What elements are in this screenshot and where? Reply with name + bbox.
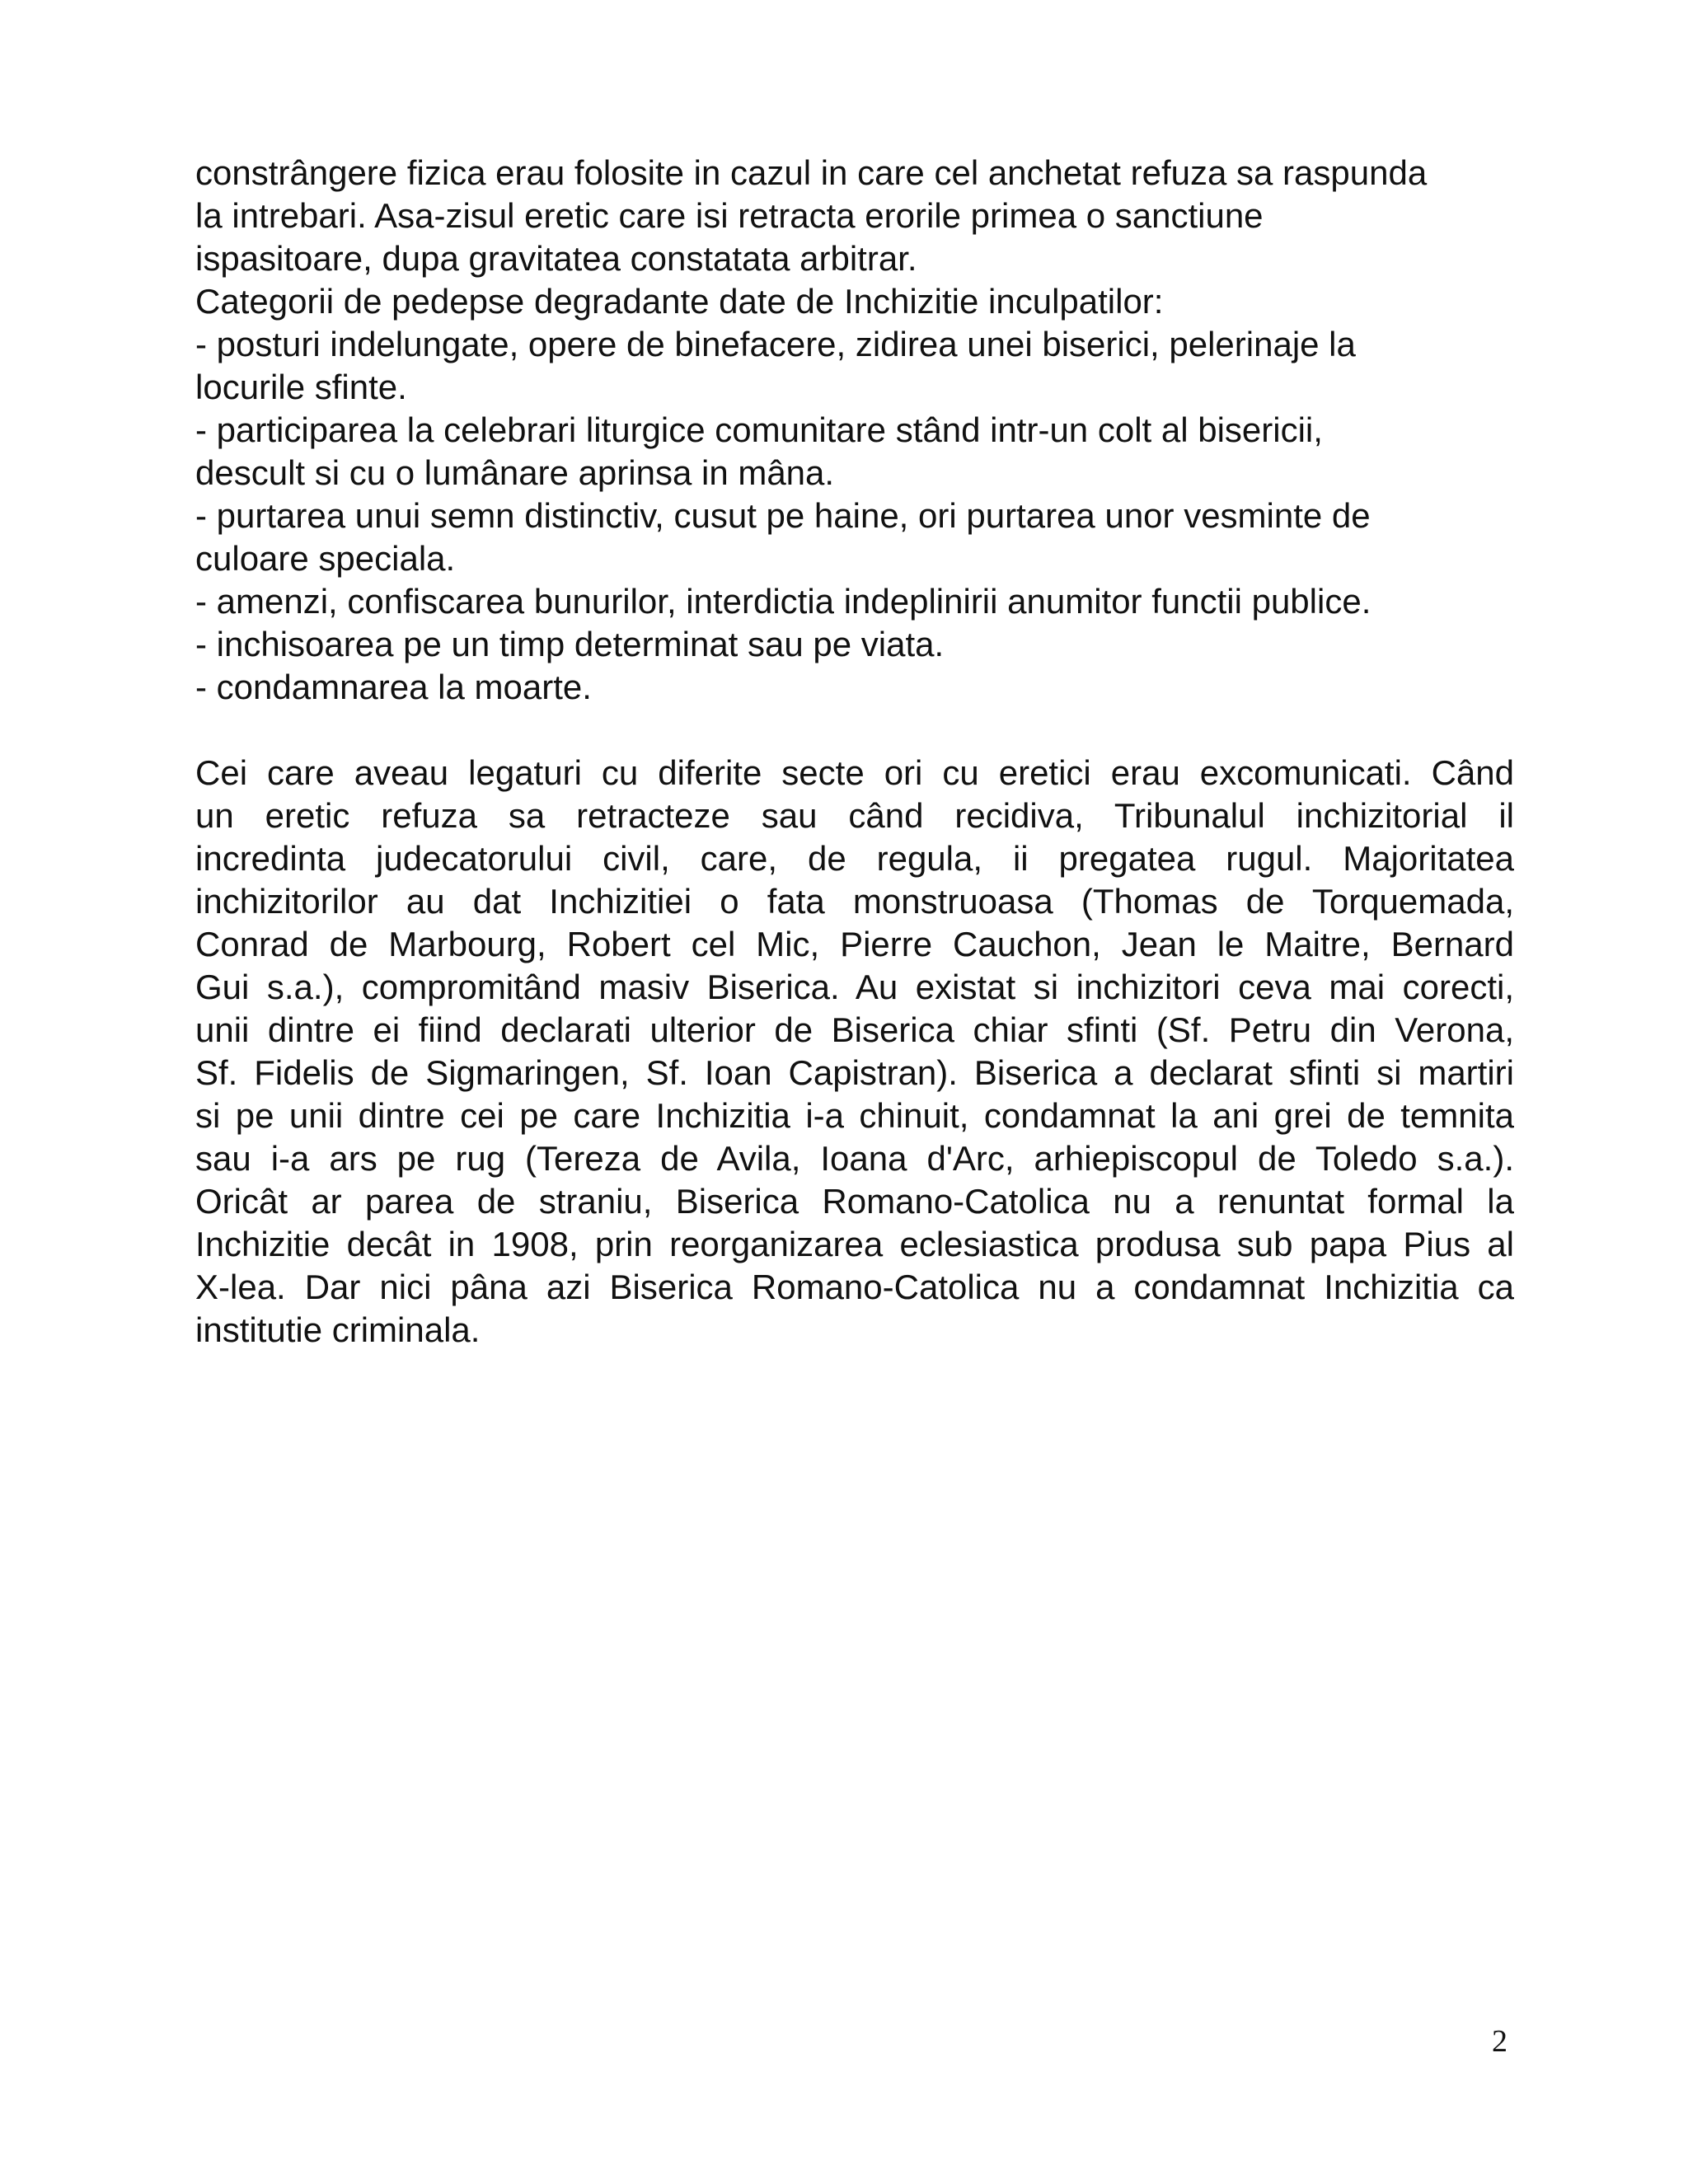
list-item-line: - purtarea unui semn distinctiv, cusut pe haine, ori purtarea unor vesminte de xyxy=(195,496,1371,535)
intro-section xyxy=(195,152,1514,709)
list-item-line: - posturi indelungate, opere de binefacere, zidirea unei biserici, pelerinaje la xyxy=(195,325,1356,363)
list-item-line: descult si cu o lumânare aprinsa in mâna. xyxy=(195,453,835,492)
paragraph-line: Sf. Fidelis de Sigmaringen, Sf. Ioan Capistran). Biserica a declarat sfinti si martiri xyxy=(195,1053,1514,1092)
text-line: la intrebari. Asa-zisul eretic care isi retracta erorile primea o sanctiune xyxy=(195,196,1264,235)
list-item-line: - condamnarea la moarte. xyxy=(195,668,592,706)
paragraph-line: Conrad de Marbourg, Robert cel Mic, Pierre Cauchon, Jean le Maitre, Bernard xyxy=(195,925,1514,963)
list-item-line: - inchisoarea pe un timp determinat sau pe viata. xyxy=(195,625,945,663)
page-number: 2 xyxy=(1492,2024,1507,2059)
list-item-line: - participarea la celebrari liturgice comunitare stând intr-un colt al bisericii, xyxy=(195,410,1323,449)
list-item-line: culoare speciala. xyxy=(195,539,456,578)
paragraph-line: institutie criminala. xyxy=(195,1310,481,1349)
text-line: ispasitoare, dupa gravitatea constatata arbitrar. xyxy=(195,239,917,278)
list-item-line: - amenzi, confiscarea bunurilor, interdictia indeplinirii anumitor functii publice. xyxy=(195,582,1372,621)
paragraph-spacer xyxy=(195,709,1514,752)
body-paragraph xyxy=(195,752,1514,1352)
list-heading: Categorii de pedepse degradante date de Inchizitie inculpatilor: xyxy=(195,282,1164,321)
paragraph-line: X-lea. Dar nici pâna azi Biserica Romano-Catolica nu a condamnat Inchizitia ca xyxy=(195,1268,1514,1306)
list-item-line: locurile sfinte. xyxy=(195,368,407,406)
text-line: constrângere fizica erau folosite in cazul in care cel anchetat refuza sa raspunda xyxy=(195,153,1428,192)
paragraph-line: unii dintre ei fiind declarati ulterior de Biserica chiar sfinti (Sf. Petru din Verona, xyxy=(195,1010,1514,1049)
paragraph-line: Cei care aveau legaturi cu diferite secte ori cu eretici erau excomunicati. Când xyxy=(195,753,1514,792)
paragraph-line: Inchizitie decât in 1908, prin reorganizarea eclesiastica produsa sub papa Pius al xyxy=(195,1225,1514,1263)
paragraph-line: Oricât ar parea de straniu, Biserica Romano-Catolica nu a renuntat formal la xyxy=(195,1182,1514,1221)
paragraph-line: incredinta judecatorului civil, care, de regula, ii pregatea rugul. Majoritatea xyxy=(195,839,1514,878)
paragraph-line: inchizitorilor au dat Inchizitiei o fata monstruoasa (Thomas de Torquemada, xyxy=(195,882,1514,921)
paragraph-line: un eretic refuza sa retracteze sau când recidiva, Tribunalul inchizitorial il xyxy=(195,796,1514,835)
document-body xyxy=(195,152,1514,1352)
paragraph-line: si pe unii dintre cei pe care Inchizitia i-a chinuit, condamnat la ani grei de temnita xyxy=(195,1096,1514,1135)
paragraph-line: sau i-a ars pe rug (Tereza de Avila, Ioana d'Arc, arhiepiscopul de Toledo s.a.). xyxy=(195,1139,1514,1178)
paragraph-line: Gui s.a.), compromitând masiv Biserica. Au existat si inchizitori ceva mai corecti, xyxy=(195,968,1514,1006)
